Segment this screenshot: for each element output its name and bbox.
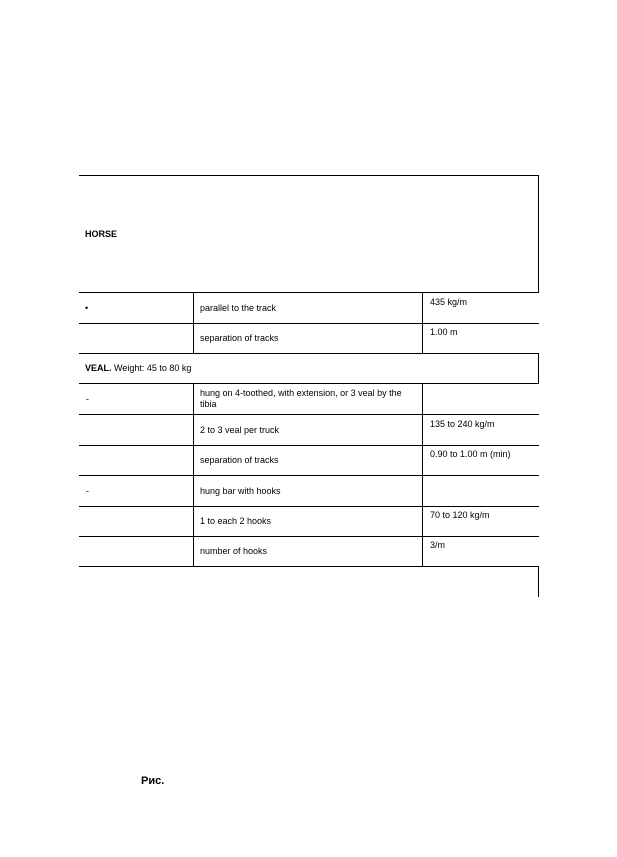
row-divider (79, 323, 539, 324)
table-cell: separation of tracks (200, 333, 279, 343)
column-divider (193, 292, 194, 353)
table-cell: 3/m (430, 540, 446, 550)
table-cell: 435 kg/m (430, 297, 468, 307)
table-cell: hung on 4-toothed, with extension, or 3 veal by the tibia (200, 388, 402, 409)
table-right-border-top (538, 175, 539, 293)
figure-caption: Рис. (141, 775, 165, 787)
column-divider (422, 292, 423, 353)
column-divider (193, 383, 194, 567)
table-cell: - (86, 486, 89, 496)
section-title-horse: HORSE (85, 229, 118, 239)
veal-header-right-border (538, 353, 539, 384)
section-title-veal (85, 363, 191, 374)
row-divider (79, 414, 539, 415)
table-cell: • (85, 303, 89, 313)
table-top-border (79, 175, 539, 176)
table-cell: 70 to 120 kg/m (430, 510, 490, 520)
table-cell: 135 to 240 kg/m (430, 419, 495, 429)
table-cell: number of hooks (200, 546, 268, 556)
table-cell: 1 to each 2 hooks (200, 516, 272, 526)
row-divider (79, 475, 539, 476)
table-cell: 0.90 to 1.00 m (min) (430, 449, 511, 459)
row-divider (79, 292, 539, 293)
table-right-border-bottom (538, 566, 539, 597)
veal-subtitle: Weight: 45 to 80 kg (114, 363, 192, 373)
table-cell: hung bar with hooks (200, 486, 281, 496)
table-cell: separation of tracks (200, 455, 279, 465)
row-divider (79, 536, 539, 537)
table-bottom-border (79, 566, 539, 567)
table-cell: parallel to the track (200, 303, 277, 313)
row-divider (79, 383, 539, 384)
table-cell: 1.00 m (430, 327, 458, 337)
column-divider (422, 383, 423, 567)
table-cell: 2 to 3 veal per truck (200, 425, 280, 435)
row-divider (79, 445, 539, 446)
table-cell: - (86, 394, 89, 404)
veal-title: VEAL. (85, 363, 112, 373)
row-divider (79, 353, 539, 354)
row-divider (79, 506, 539, 507)
